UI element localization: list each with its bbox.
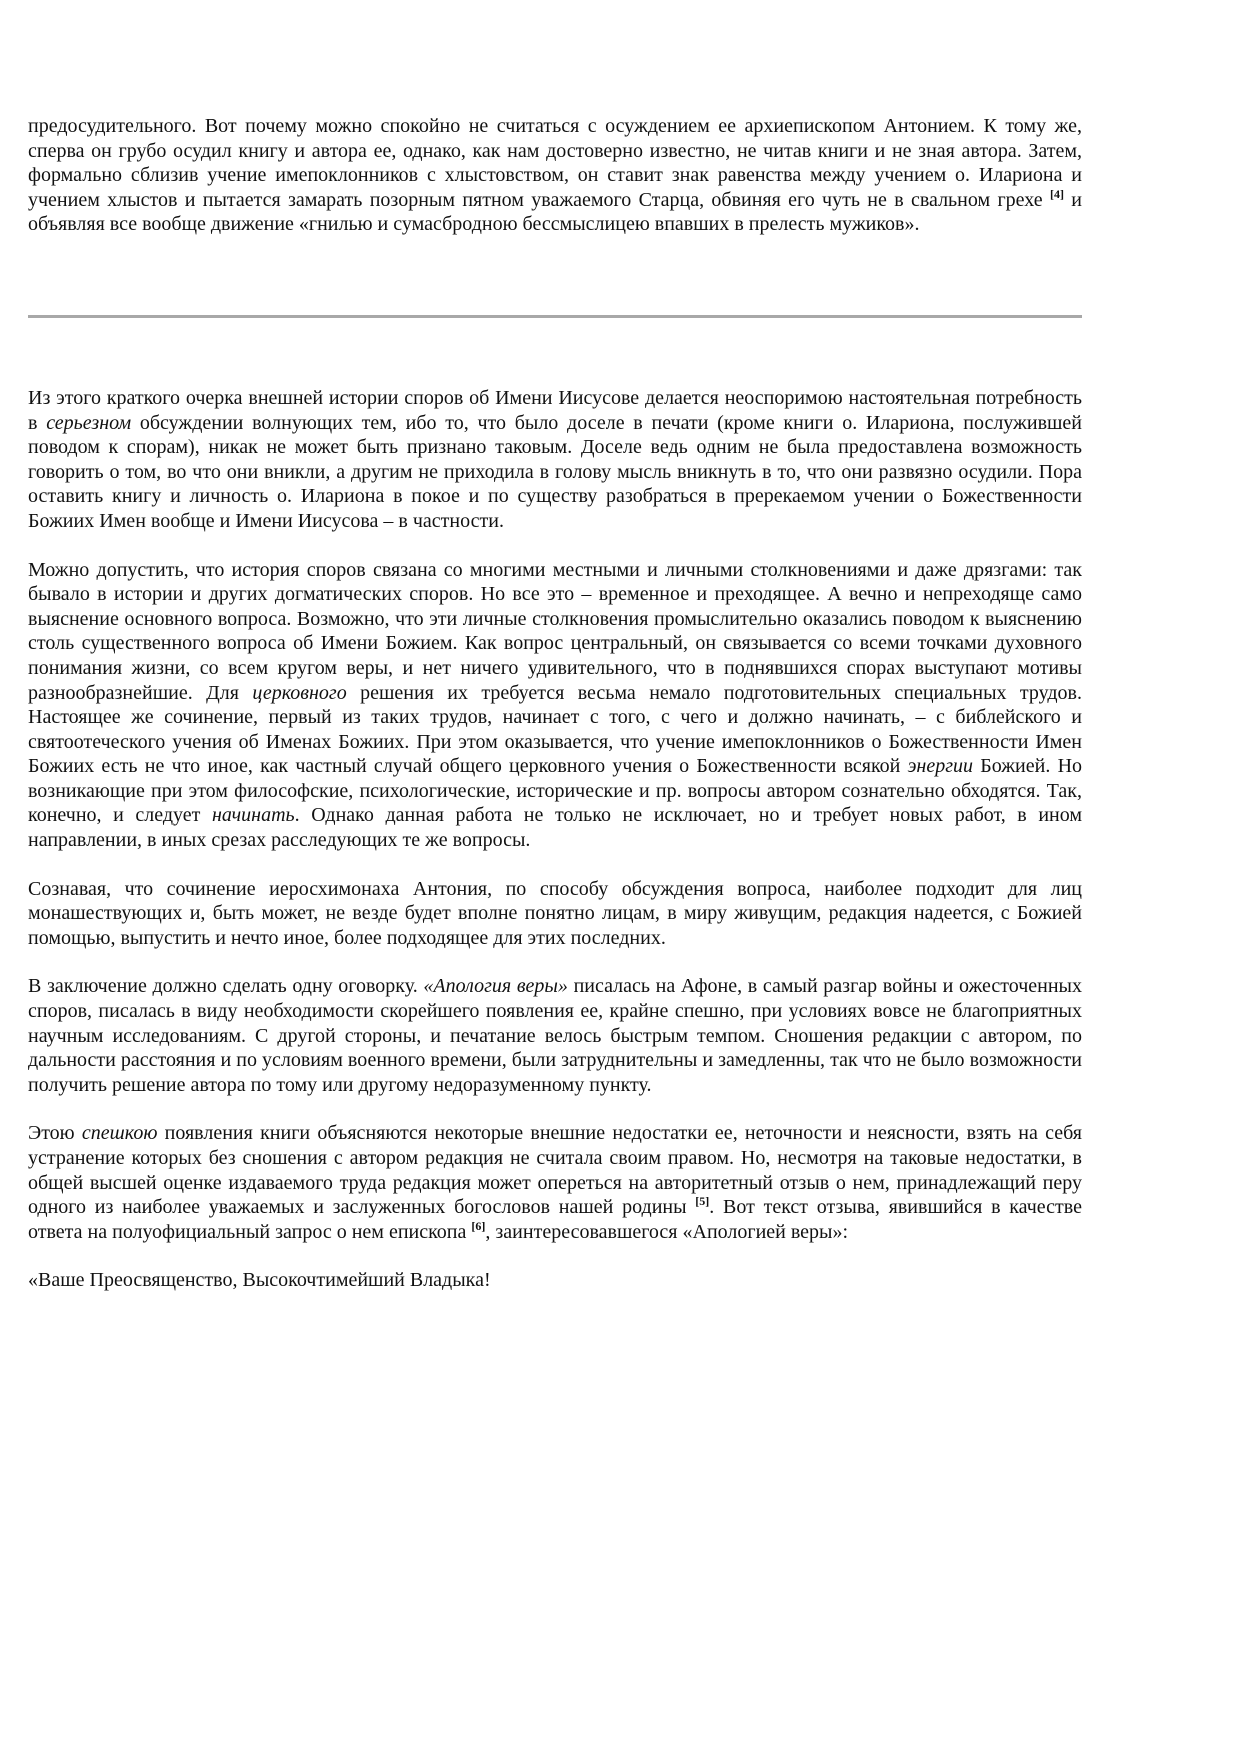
text-segment: «Ваше Преосвященство, Высокочтимейший Владыка!	[28, 1269, 491, 1292]
text-segment: решения их требуется весьма немало подготовительных специальных трудов. Настоящее же сочинение, первый из таких трудов, начинает с того, с чего и должно начинать, – с библейского и святоотеческого учения об Именах Божиих. При этом оказывается, что учение имепоклонников о Божественности Имен Божиих есть не что иное, как частный случай общего церковного учения о Божественности всякой	[28, 681, 1082, 778]
text-segment: появления книги объясняются некоторые внешние недостатки ее, неточности и неясности, взять на себя устранение которых без сношения с автором редакция не считала своим правом. Но, несмотря на таковые недостатки, в общей высшей оценке издаваемого труда редакция может опереться на авторитетный отзыв о нем, принадлежащий перу одного из наиболее уважаемых и заслуженных богословов нашей родины	[28, 1122, 1082, 1219]
paragraph	[28, 558, 1082, 853]
emphasis-text: «Апология веры»	[423, 975, 568, 998]
text-segment: Божией. Но возникающие при этом философские, психологические, исторические и пр. вопросы автором сознательно обходятся. Так, конечно, и следует	[28, 755, 1083, 827]
paragraph	[28, 114, 1082, 237]
emphasis-text: серьезном	[46, 411, 132, 434]
paragraph	[28, 974, 1082, 1097]
paragraph	[28, 877, 1082, 951]
text-segment: писалась на Афоне, в самый разгар войны и ожесточенных споров, писалась в виду необходимости скорейшего появления ее, крайне спешно, при условиях вовсе не благоприятных научным исследованиям. С другой стороны, и печатание велось быстрым темпом. Сношения редакции с автором, по дальности расстояния и по условиям военного времени, были затруднительны и замедленны, так что не было возможности получить решение автора по тому или другому недоразуменному пункту.	[28, 975, 1082, 1096]
footnote-link[interactable]: [4]	[1049, 186, 1064, 201]
text-segment: , заинтересовавшегося «Апологией веры»:	[485, 1220, 849, 1243]
text-segment: предосудительного. Вот почему можно спокойно не считаться с осуждением ее архиепископом Антонием. К тому же, сперва он грубо осудил книгу и автора ее, однако, как нам достоверно известно, не читав книги и не зная автора. Затем, формально сблизив учение имепоклонников с хлыстовством, он ставит знак равенства между учением о. Илариона и учением хлыстов и пытается замарать позорным пятном уважаемого Старца, обвиняя его чуть не в свальном грехе	[28, 115, 1082, 211]
text-segment: Сознавая, что сочинение иеросхимонаха Антония, по способу обсуждения вопроса, наиболее подходит для лиц монашествующих и, быть может, не везде будет вполне понятно лицам, в миру живущим, редакция надеется, с Божией помощью, выпустить и нечто иное, более подходящее для этих последних.	[28, 877, 1082, 949]
text-segment: . Однако данная работа не только не исключает, но и требует новых работ, в ином направлении, в иных срезах расследующих те же вопросы.	[28, 804, 1082, 852]
main-section	[28, 386, 1082, 1293]
document-page	[28, 114, 1082, 1317]
footnote-link[interactable]: [5]	[695, 1194, 710, 1209]
text-segment: . Вот текст отзыва, явившийся в качестве ответа на полуофициальный запрос о нем епископа	[28, 1196, 1082, 1243]
section-divider	[28, 315, 1082, 318]
emphasis-text: начинать	[211, 804, 295, 827]
paragraph	[28, 386, 1082, 534]
emphasis-text: энергии	[907, 755, 974, 778]
paragraph	[28, 1121, 1082, 1244]
emphasis-text: церковного	[252, 681, 347, 704]
text-segment: Можно допустить, что история споров связана со многими местными и личными столкновениями и даже дрязгами: так бывало в истории и других догматических споров. Но все это – временное и преходящее. А вечно и непреходяще само выяснение основного вопроса. Возможно, что эти личные столкновения промыслительно оказались поводом к выяснению столь существенного вопроса об Имени Божием. Как вопрос центральный, он связывается со всеми точками духовного понимания жизни, со всем кругом веры, и нет ничего удивительного, что в поднявшихся спорах выступают мотивы разнообразнейшие. Для	[28, 558, 1082, 704]
text-segment: В заключение должно сделать одну оговорку.	[28, 975, 424, 998]
emphasis-text: спешкою	[81, 1122, 158, 1145]
footnote-link[interactable]: [6]	[471, 1218, 486, 1233]
section-divider-wrap	[28, 261, 1082, 386]
top-section	[28, 114, 1082, 237]
text-segment: Из этого краткого очерка внешней истории споров об Имени Иисусове делается неоспоримою настоятельная потребность в	[28, 386, 1082, 434]
paragraph	[28, 1268, 1082, 1293]
text-segment: и объявляя все вообще движение «гнилью и сумасбродною бессмыслицею впавших в прелесть мужиков».	[28, 188, 1083, 236]
text-segment: обсуждении волнующих тем, ибо то, что было доселе в печати (кроме книги о. Илариона, послужившей поводом к спорам), никак не может быть признано таковым. Доселе ведь одним не была предоставлена возможность говорить о том, во что они вникли, а другим не приходила в голову мысль вникнуть в то, что они развязно осудили. Пора оставить книгу и личность о. Илариона в покое и по существу разобраться в пререкаемом учении о Божественности Божиих Имен вообще и Имени Иисусова – в частности.	[28, 411, 1082, 532]
text-segment: Этою	[28, 1122, 82, 1145]
